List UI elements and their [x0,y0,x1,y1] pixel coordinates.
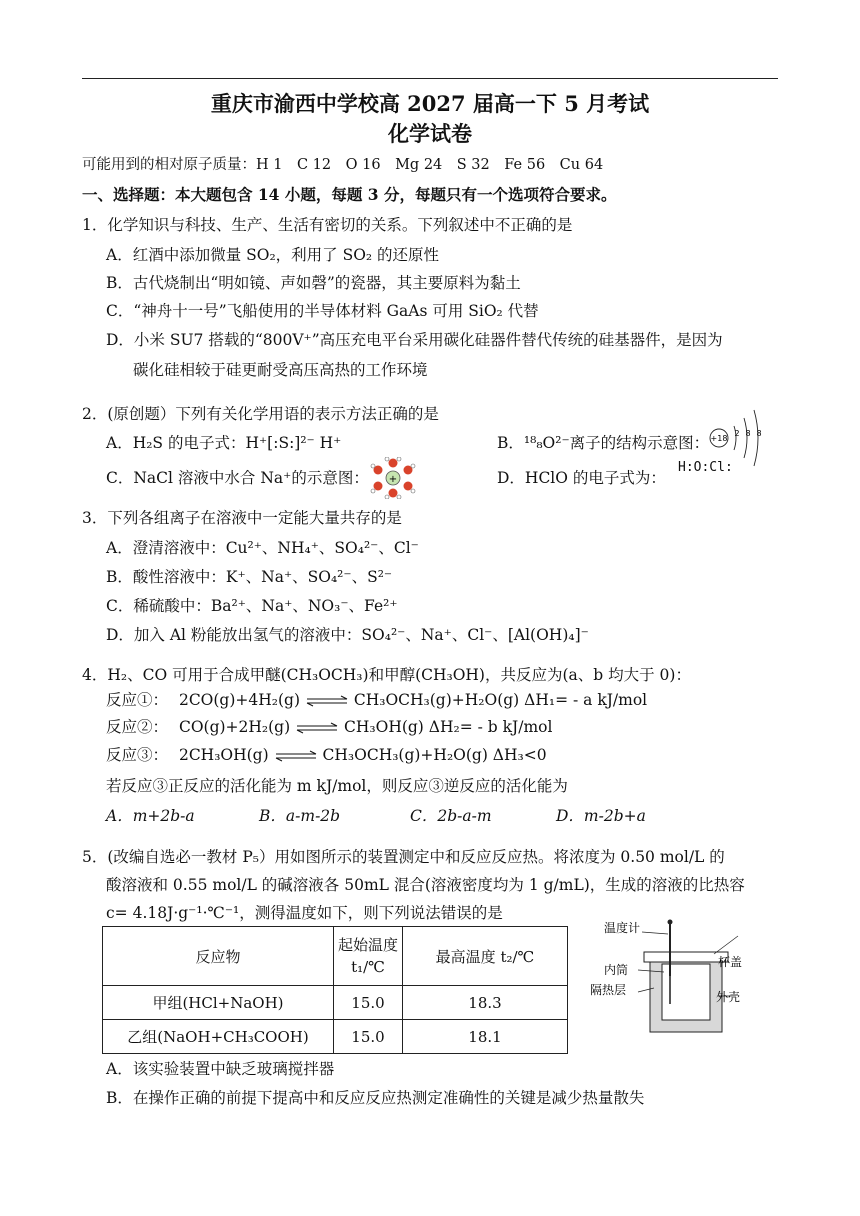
equilibrium-arrow [305,695,349,707]
table-row [103,986,568,1020]
q1-option-c: C．“神舟十一号”飞船使用的半导体材料 GaAs 可用 SiO₂ 代替 [106,302,539,320]
q4-option-c: C．2b-a-m [410,807,492,825]
table-header-row [103,927,568,986]
q1-option-d-line2: 碳化硅相较于硅更耐受高压高热的工作环境 [133,361,428,379]
q2-a-label: A．H₂S 的电子式： [106,434,246,452]
q4-question: 若反应③正反应的活化能为 m kJ/mol，则反应③逆反应的活化能为 [106,777,568,795]
label-shell: 外壳 [716,990,741,1004]
table-cell: 15.0 [334,1020,403,1054]
q2-option-d [497,467,666,489]
q3-option-a: A．澄清溶液中：Cu²⁺、NH₄⁺、SO₄²⁻、Cl⁻ [106,539,419,557]
q3-option-b: B．酸性溶液中：K⁺、Na⁺、SO₄²⁻、S²⁻ [106,568,393,586]
q5-option-a: A．该实验装置中缺乏玻璃搅拌器 [106,1060,335,1078]
label-thermometer: 温度计 [604,921,641,935]
table-cell: 18.1 [403,1020,568,1054]
q2-a-formula: H⁺[:S:]²⁻ H⁺ [245,434,342,452]
q4-r2-left: CO(g)+2H₂(g) [178,718,291,736]
table-header: 最高温度 t₂/℃ [403,927,568,986]
q3-option-c: C．稀硫酸中：Ba²⁺、Na⁺、NO₃⁻、Fe²⁺ [106,597,398,615]
shell-1-count: 2 [734,429,740,438]
q2-option-a [106,432,341,454]
table-header: 反应物 [103,927,334,986]
q4-r2-right: CH₃OH(g) ΔH₂= - b kJ/mol [344,718,553,736]
q4-reaction-2 [106,716,552,738]
q4-reaction-3 [106,744,547,766]
temperature-table [102,926,568,1054]
q4-r1-label: 反应①： [106,691,169,709]
q1-stem: 1．化学知识与科技、生产、生活有密切的关系。下列叙述中不正确的是 [82,216,573,234]
q5-line-1: 5．(改编自选必一教材 P₅）用如图所示的装置测定中和反应反应热。将浓度为 0.50 mol/L 的 [82,848,725,866]
q1-option-d-line1: D．小米 SU7 搭载的“800V⁺”高压充电平台采用碳化硅器件替代传统的硅基器件，是因为 [106,331,723,349]
q4-r3-label: 反应③： [106,746,169,764]
table-cell: 15.0 [334,986,403,1020]
q4-stem: 4．H₂、CO 可用于合成甲醚(CH₃OCH₃)和甲醇(CH₃OH)，共反应为(a、b 均大于 0)： [82,666,691,684]
exam-title: 重庆市渝西中学校高 2027 届高一下 5 月考试 [210,91,650,116]
table-cell: 18.3 [403,986,568,1020]
q4-r2-label: 反应②： [106,718,169,736]
q1-option-a: A．红酒中添加微量 SO₂，利用了 SO₂ 的还原性 [106,246,440,264]
label-lid: 杯盖 [718,955,743,969]
table-row [103,1020,568,1054]
q4-option-d: D．m-2b+a [556,807,646,825]
q4-r3-right: CH₃OCH₃(g)+H₂O(g) ΔH₃<0 [322,746,547,764]
equilibrium-arrow [295,722,339,734]
q4-r1-right: CH₃OCH₃(g)+H₂O(g) ΔH₁= - a kJ/mol [353,691,648,709]
q2-b-ion: ¹⁸₈O²⁻离子的结构示意图： [523,434,710,452]
equilibrium-arrow [274,750,318,762]
q5-line-2: 酸溶液和 0.55 mol/L 的碱溶液各 50mL 混合(溶液密度均为 1 g/mL)，生成的溶液的比热容 [106,876,745,894]
q2-d-formula: H:O:Cl: [678,460,733,475]
label-insulation: 隔热层 [590,983,627,997]
atomic-masses: 可能用到的相对原子质量：H 1 C 12 O 16 Mg 24 S 32 Fe 56 Cu 64 [82,157,604,173]
q4-r1-left: 2CO(g)+4H₂(g) [178,691,300,709]
label-inner-cup: 内筒 [604,963,629,977]
q2-option-b [497,432,709,454]
q2-d-label: D．HClO 的电子式为： [497,469,666,487]
q2-stem: 2．(原创题）下列有关化学用语的表示方法正确的是 [82,405,439,423]
exam-subtitle: 化学试卷 [388,121,472,146]
hydrated-sodium-diagram [370,457,416,499]
q5-option-b: B．在操作正确的前提下提高中和反应反应热测定准确性的关键是减少热量散失 [106,1089,645,1107]
shell-3-count: 8 [756,429,762,438]
q3-stem: 3．下列各组离子在溶液中一定能大量共存的是 [82,509,402,527]
table-cell: 甲组(HCl+NaOH) [103,986,334,1020]
q4-option-a: A．m+2b-a [106,807,195,825]
q4-r3-left: 2CH₃OH(g) [178,746,269,764]
q2-option-c: C．NaCl 溶液中水合 Na⁺的示意图： [106,469,369,487]
q5-line-3: c= 4.18J·g⁻¹·℃⁻¹，测得温度如下，则下列说法错误的是 [106,904,503,922]
table-header: 起始温度 t₁/℃ [334,927,403,986]
shell-2-count: 8 [745,429,751,438]
q1-option-b: B．古代烧制出“明如镜、声如磬”的瓷器，其主要原料为黏土 [106,274,521,292]
top-rule [82,78,778,79]
nucleus-charge: +18 [710,434,728,443]
q4-reaction-1 [106,689,647,711]
sodium-center: + [388,474,398,485]
q4-option-b: B．a-m-2b [259,807,341,825]
calorimeter-diagram [586,914,758,1036]
section-heading: 一、选择题：本大题包含 14 小题，每题 3 分，每题只有一个选项符合要求。 [82,185,617,204]
q2-b-label: B． [497,434,524,452]
q3-option-d: D．加入 Al 粉能放出氢气的溶液中：SO₄²⁻、Na⁺、Cl⁻、[Al(OH)₄]⁻ [106,626,589,644]
table-cell: 乙组(NaOH+CH₃COOH) [103,1020,334,1054]
